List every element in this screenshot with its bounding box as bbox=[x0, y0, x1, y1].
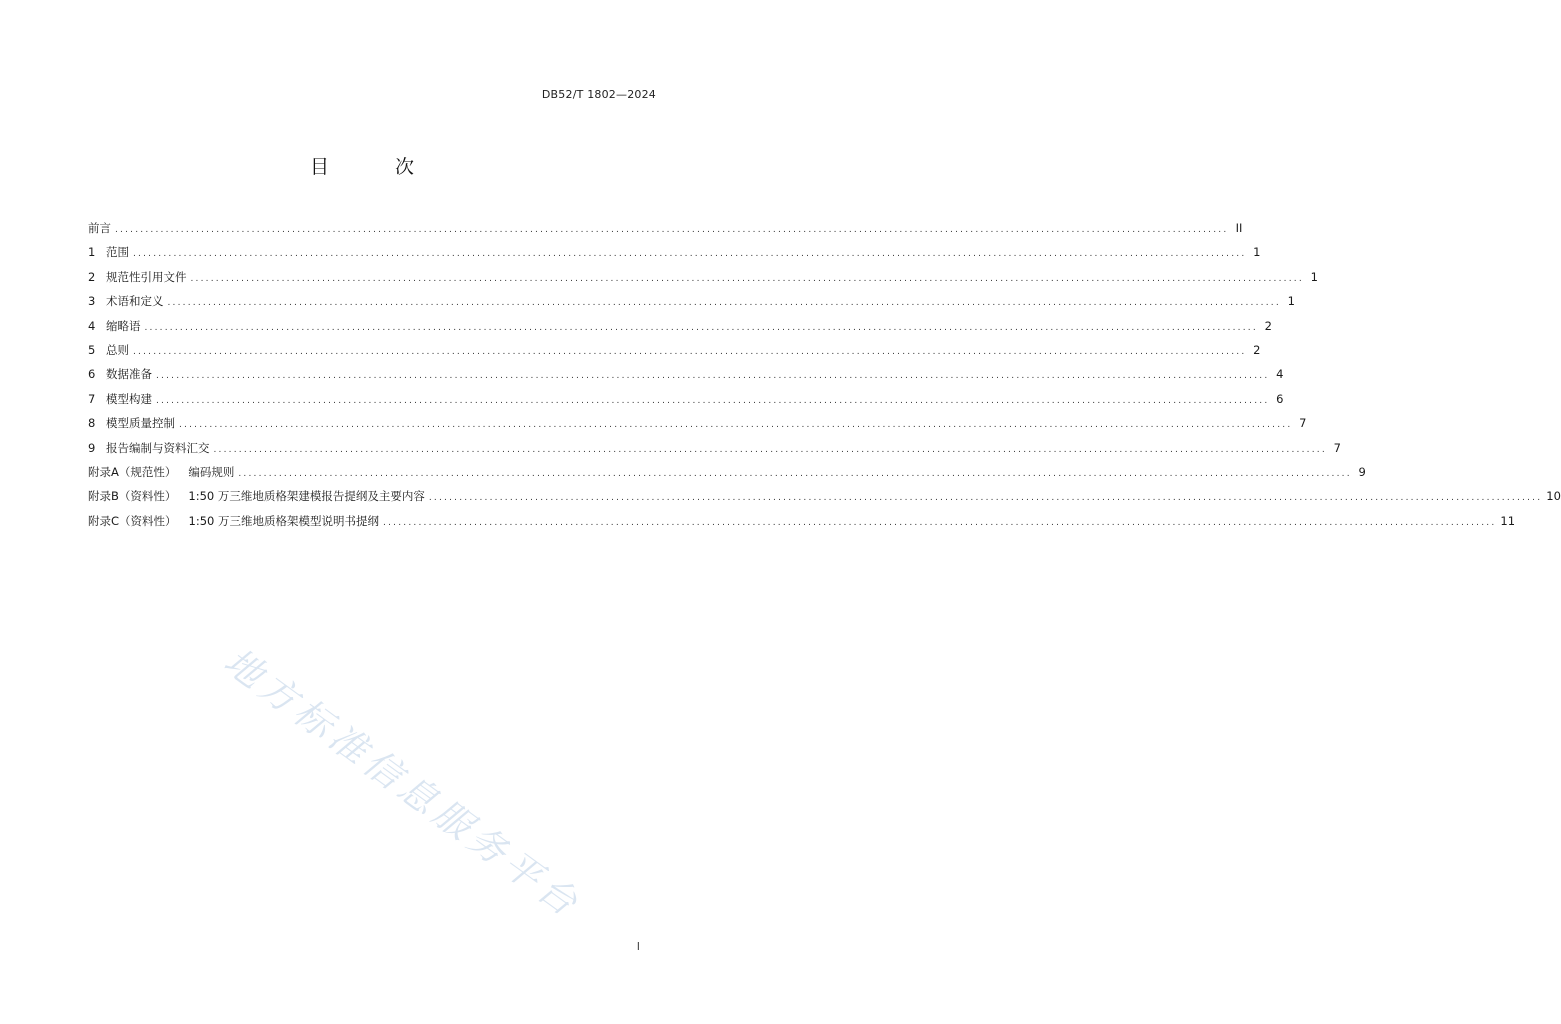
document-code: DB52/T 1802—2024 bbox=[541, 88, 656, 101]
toc-entry[interactable] bbox=[88, 460, 1366, 484]
toc-entry-number: 6 bbox=[88, 367, 96, 382]
toc-entry-label: 模型构建 bbox=[106, 391, 152, 406]
page-number: I bbox=[636, 940, 640, 953]
toc-entry-appendix-prefix: 附录C（资料性） bbox=[88, 513, 177, 528]
toc-entry[interactable] bbox=[88, 289, 1295, 313]
page-title: 目 次 bbox=[309, 156, 445, 178]
toc-entry-appendix-prefix: 附录A（规范性） bbox=[88, 464, 177, 479]
toc-entry[interactable] bbox=[88, 387, 1284, 411]
toc-entry-page: 4 bbox=[1276, 367, 1284, 382]
toc-entry-page: 1 bbox=[1310, 269, 1318, 284]
toc-entry[interactable] bbox=[88, 484, 1561, 508]
toc-entry[interactable] bbox=[88, 314, 1272, 338]
toc-entry-appendix-prefix: 附录B（资料性） bbox=[88, 489, 177, 504]
toc-entry-page: 11 bbox=[1500, 513, 1516, 528]
toc-entry[interactable] bbox=[88, 436, 1341, 460]
toc-entry-page: 1 bbox=[1253, 245, 1261, 260]
toc-entry[interactable] bbox=[88, 509, 1516, 533]
toc-entry-label: 模型质量控制 bbox=[106, 416, 175, 431]
toc-entry[interactable] bbox=[88, 216, 1243, 240]
toc-entry-label: 规范性引用文件 bbox=[106, 269, 187, 284]
toc-dot-leader: ............................................................................................................................................................................................................................ bbox=[167, 298, 1281, 309]
toc-entry-page: 9 bbox=[1358, 464, 1366, 479]
toc-dot-leader: ............................................................................................................................................................................................................................ bbox=[133, 346, 1247, 357]
toc-entry-number: 9 bbox=[88, 440, 96, 455]
toc-entry-page: 1 bbox=[1287, 294, 1295, 309]
toc-entry[interactable] bbox=[88, 240, 1261, 264]
toc-entry-number: 7 bbox=[88, 391, 96, 406]
toc-dot-leader: ............................................................................................................................................................................................................................ bbox=[238, 468, 1352, 479]
toc-entry-page: 6 bbox=[1276, 391, 1284, 406]
toc-entry-label: 总则 bbox=[106, 342, 129, 357]
watermark: 地方标准信息服务平台 bbox=[216, 639, 590, 928]
toc-dot-leader: ............................................................................................................................................................................................................................ bbox=[144, 322, 1258, 333]
toc-entry[interactable] bbox=[88, 265, 1318, 289]
toc-entry-label: 范围 bbox=[106, 245, 129, 260]
toc-dot-leader: ............................................................................................................................................................................................................................ bbox=[156, 371, 1270, 382]
toc-entry-number: 2 bbox=[88, 269, 96, 284]
toc-entry-page: 10 bbox=[1546, 489, 1561, 504]
toc-entry-number: 4 bbox=[88, 318, 96, 333]
toc-entry-number: 1 bbox=[88, 245, 96, 260]
toc-dot-leader: ............................................................................................................................................................................................................................ bbox=[156, 395, 1270, 406]
toc-dot-leader: ............................................................................................................................................................................................................................ bbox=[133, 249, 1247, 260]
toc-dot-leader: ............................................................................................................................................................................................................................ bbox=[428, 493, 1543, 504]
toc-dot-leader: ............................................................................................................................................................................................................................ bbox=[115, 225, 1229, 235]
toc-dot-leader: ............................................................................................................................................................................................................................ bbox=[179, 420, 1293, 431]
toc-dot-leader: ............................................................................................................................................................................................................................ bbox=[190, 273, 1304, 284]
toc-entry-number: 5 bbox=[88, 342, 96, 357]
toc-entry-number: 3 bbox=[88, 294, 96, 309]
toc-entry-page: 7 bbox=[1299, 416, 1307, 431]
toc-entry-label: 1:50 万三维地质格架建模报告提纲及主要内容 bbox=[188, 489, 425, 504]
table-of-contents bbox=[88, 216, 1561, 533]
toc-entry-page: 2 bbox=[1253, 342, 1261, 357]
toc-dot-leader: ............................................................................................................................................................................................................................ bbox=[213, 444, 1327, 455]
toc-entry-label: 编码规则 bbox=[188, 464, 235, 479]
toc-entry-number: 8 bbox=[88, 416, 96, 431]
toc-entry[interactable] bbox=[88, 411, 1307, 435]
toc-entry-page: II bbox=[1235, 221, 1243, 235]
toc-entry-page: 2 bbox=[1264, 318, 1272, 333]
toc-entry-label: 数据准备 bbox=[106, 367, 152, 382]
toc-dot-leader: ............................................................................................................................................................................................................................ bbox=[383, 517, 1497, 528]
toc-entry[interactable] bbox=[88, 362, 1284, 386]
toc-entry-label: 报告编制与资料汇交 bbox=[106, 440, 210, 455]
toc-entry-page: 7 bbox=[1333, 440, 1341, 455]
toc-entry-label: 前言 bbox=[88, 221, 111, 235]
toc-entry-label: 1:50 万三维地质格架模型说明书提纲 bbox=[188, 513, 380, 528]
toc-entry[interactable] bbox=[88, 338, 1261, 362]
toc-entry-label: 术语和定义 bbox=[106, 294, 164, 309]
toc-entry-label: 缩略语 bbox=[106, 318, 141, 333]
